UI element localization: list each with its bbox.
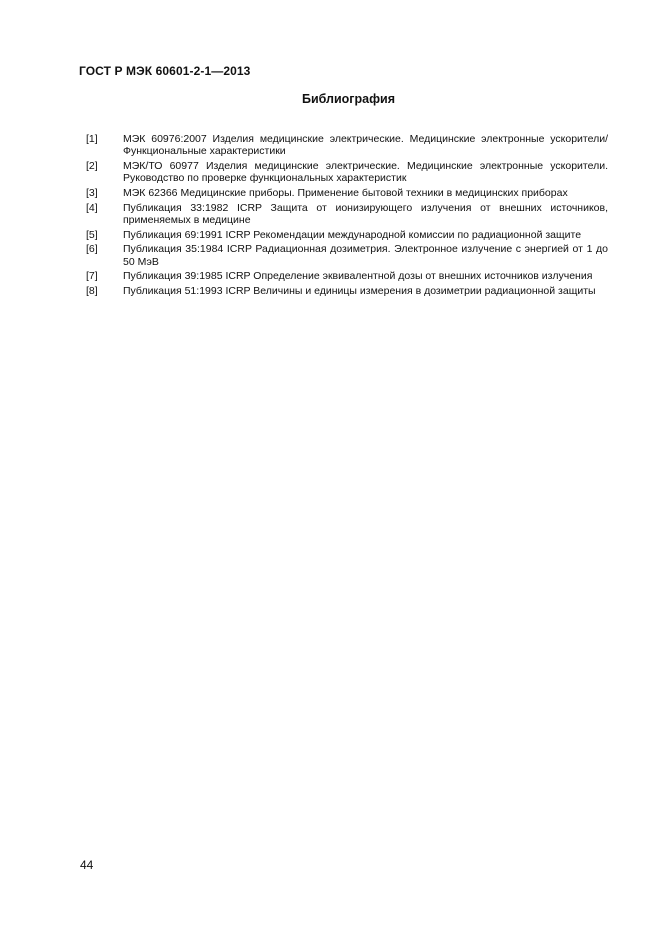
reference-text: Публикация 35:1984 ICRP Радиационная дозиметрия. Электронное излучение с энергией от 1 до 50 МэВ [123, 243, 608, 268]
reference-number: [4] [86, 201, 98, 214]
bibliography-list [86, 133, 608, 299]
bibliography-item [86, 243, 608, 268]
bibliography-item [86, 285, 608, 297]
bibliography-item [86, 160, 608, 185]
bibliography-item [86, 270, 608, 282]
reference-text: Публикация 33:1982 ICRP Защита от ионизирующего излучения от внешних источников, применяемых в медицине [123, 201, 608, 226]
reference-text: Публикация 69:1991 ICRP Рекомендации международной комиссии по радиационной защите [123, 228, 582, 241]
reference-number: [1] [86, 133, 98, 145]
reference-text: МЭК/ТО 60977 Изделия медицинские электрические. Медицинские электронные ускорители. Руководство по проверке функциональных характеристик [123, 160, 608, 185]
reference-number: [2] [86, 160, 98, 172]
reference-text: Публикация 51:1993 ICRP Величины и единицы измерения в дозиметрии радиационной защиты [123, 284, 596, 297]
bibliography-item [86, 229, 608, 241]
bibliography-item [86, 202, 608, 227]
reference-text: МЭК 62366 Медицинские приборы. Применение бытовой техники в медицинских приборах [123, 187, 568, 199]
reference-number: [8] [86, 284, 98, 297]
bibliography-item [86, 133, 608, 158]
reference-number: [7] [86, 270, 98, 283]
page-number: 44 [80, 858, 94, 872]
reference-number: [3] [86, 187, 98, 199]
reference-text: Публикация 39:1985 ICRP Определение эквивалентной дозы от внешних источников излучения [123, 270, 593, 283]
section-title: Библиография [301, 92, 396, 106]
standard-code-header: ГОСТ Р МЭК 60601-2-1—2013 [79, 64, 251, 78]
reference-text: МЭК 60976:2007 Изделия медицинские электрические. Медицинские электронные ускорители/ Функциональные характеристики [123, 133, 608, 158]
bibliography-item [86, 187, 608, 199]
reference-number: [5] [86, 228, 98, 241]
reference-number: [6] [86, 243, 98, 256]
